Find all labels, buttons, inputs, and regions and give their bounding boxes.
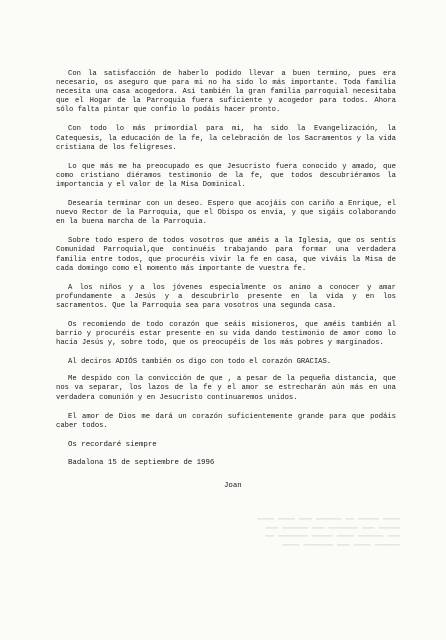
date-line: Badalona 15 de septiembre de 1996 (68, 458, 215, 467)
paragraph-8: Al deciros ADIÓS también os digo con todo el corazón GRACIAS. (68, 358, 332, 367)
signature: Joan (224, 481, 242, 490)
show-through-texture: ▬▬▬▬ ▬▬▬▬▬ ▬▬ ▬▬▬▬▬▬ ▬▬▬ ▬▬▬▬ ▬▬▬▬ ▬▬▬▬▬ ▬▬▬ ▬▬▬▬▬▬▬ ▬▬▬ ▬▬▬▬▬▬ ▬▬▬ ▬▬▬ ▬▬▬▬▬▬ ▬▬▬▬ ▬▬▬▬▬ ▬▬▬▬▬▬▬ ▬▬ ▬▬▬▬▬▬ ▬▬▬▬ ▬▬▬ ▬▬▬▬▬▬▬ ▬▬▬▬ (257, 515, 400, 549)
paragraph-10: El amor de Dios me dará un corazón suficientemente grande para que podáis caber todos. (56, 412, 396, 430)
paragraph-5: Sobre todo espero de todos vosotros que améis a la Iglesia, que os sentís Comunidad Parroquial,que continuéis trabajando para formar una verdadera familia entre todos, que procuréis vivir la fe en casa, que viváis la Misa de cada domingo como el momento más importante de vuestra fe. (56, 237, 396, 273)
closing-line: Os recordaré siempre (68, 440, 157, 449)
paragraph-4: Desearía terminar con un deseo. Espero que acojáis con cariño a Enrique, el nuevo Rector de la Parroquia, que el Obispo os envía, y que sigáis colaborando en la buena marcha de la Parroquia. (56, 200, 396, 227)
paragraph-2: Con todo lo más primordial para mi, ha sido la Evangelización, la Catequesis, la educación de la fe, la celebración de los Sacramentos y la vida cristiana de los feligreses. (56, 125, 396, 152)
paragraph-1: Con la satisfacción de haberlo podido llevar a buen termino, pues era necesario, os aseguro que para mi no ha sido lo más importante. Toda familia necesita una casa acogedora. Así también la gran familia parroquial necesitaba que el Hogar de la Parroquia fuera suficiente y acogedor para todos. Ahora sólo falta pintar que confio lo podáis hacer pronto. (56, 70, 396, 115)
paragraph-7: Os recomiendo de todo corazón que seáis misioneros, que améis también al barrio y procuréis estar presente en su vida dando testimonio de amor como lo hacía Jesús y, sobre todo, que os preocupéis de los más pobres y marginados. (56, 320, 396, 348)
paragraph-6: A los niños y a los jóvenes especialmente os animo a conocer y amar profundamente a Jesús y a descubrirlo presente en la vida y en los sacramentos. Que la Parroquia sea para vosotros una segunda casa. (56, 283, 396, 310)
paragraph-9: Me despido con la convicción de que , a pesar de la pequeña distancia, que nos va separar, los lazos de la fe y el amor se estrecharán aún más en una verdadera comunión y en Jesucristo continuaremos unidos. (56, 375, 396, 402)
paragraph-3: Lo que más me ha preocupado es que Jesucristo fuera conocido y amado, que como cristiano diéramos testimonio de la fe, que todos descubriéramos la importancia y el valor de la Misa Dominical. (56, 162, 396, 189)
